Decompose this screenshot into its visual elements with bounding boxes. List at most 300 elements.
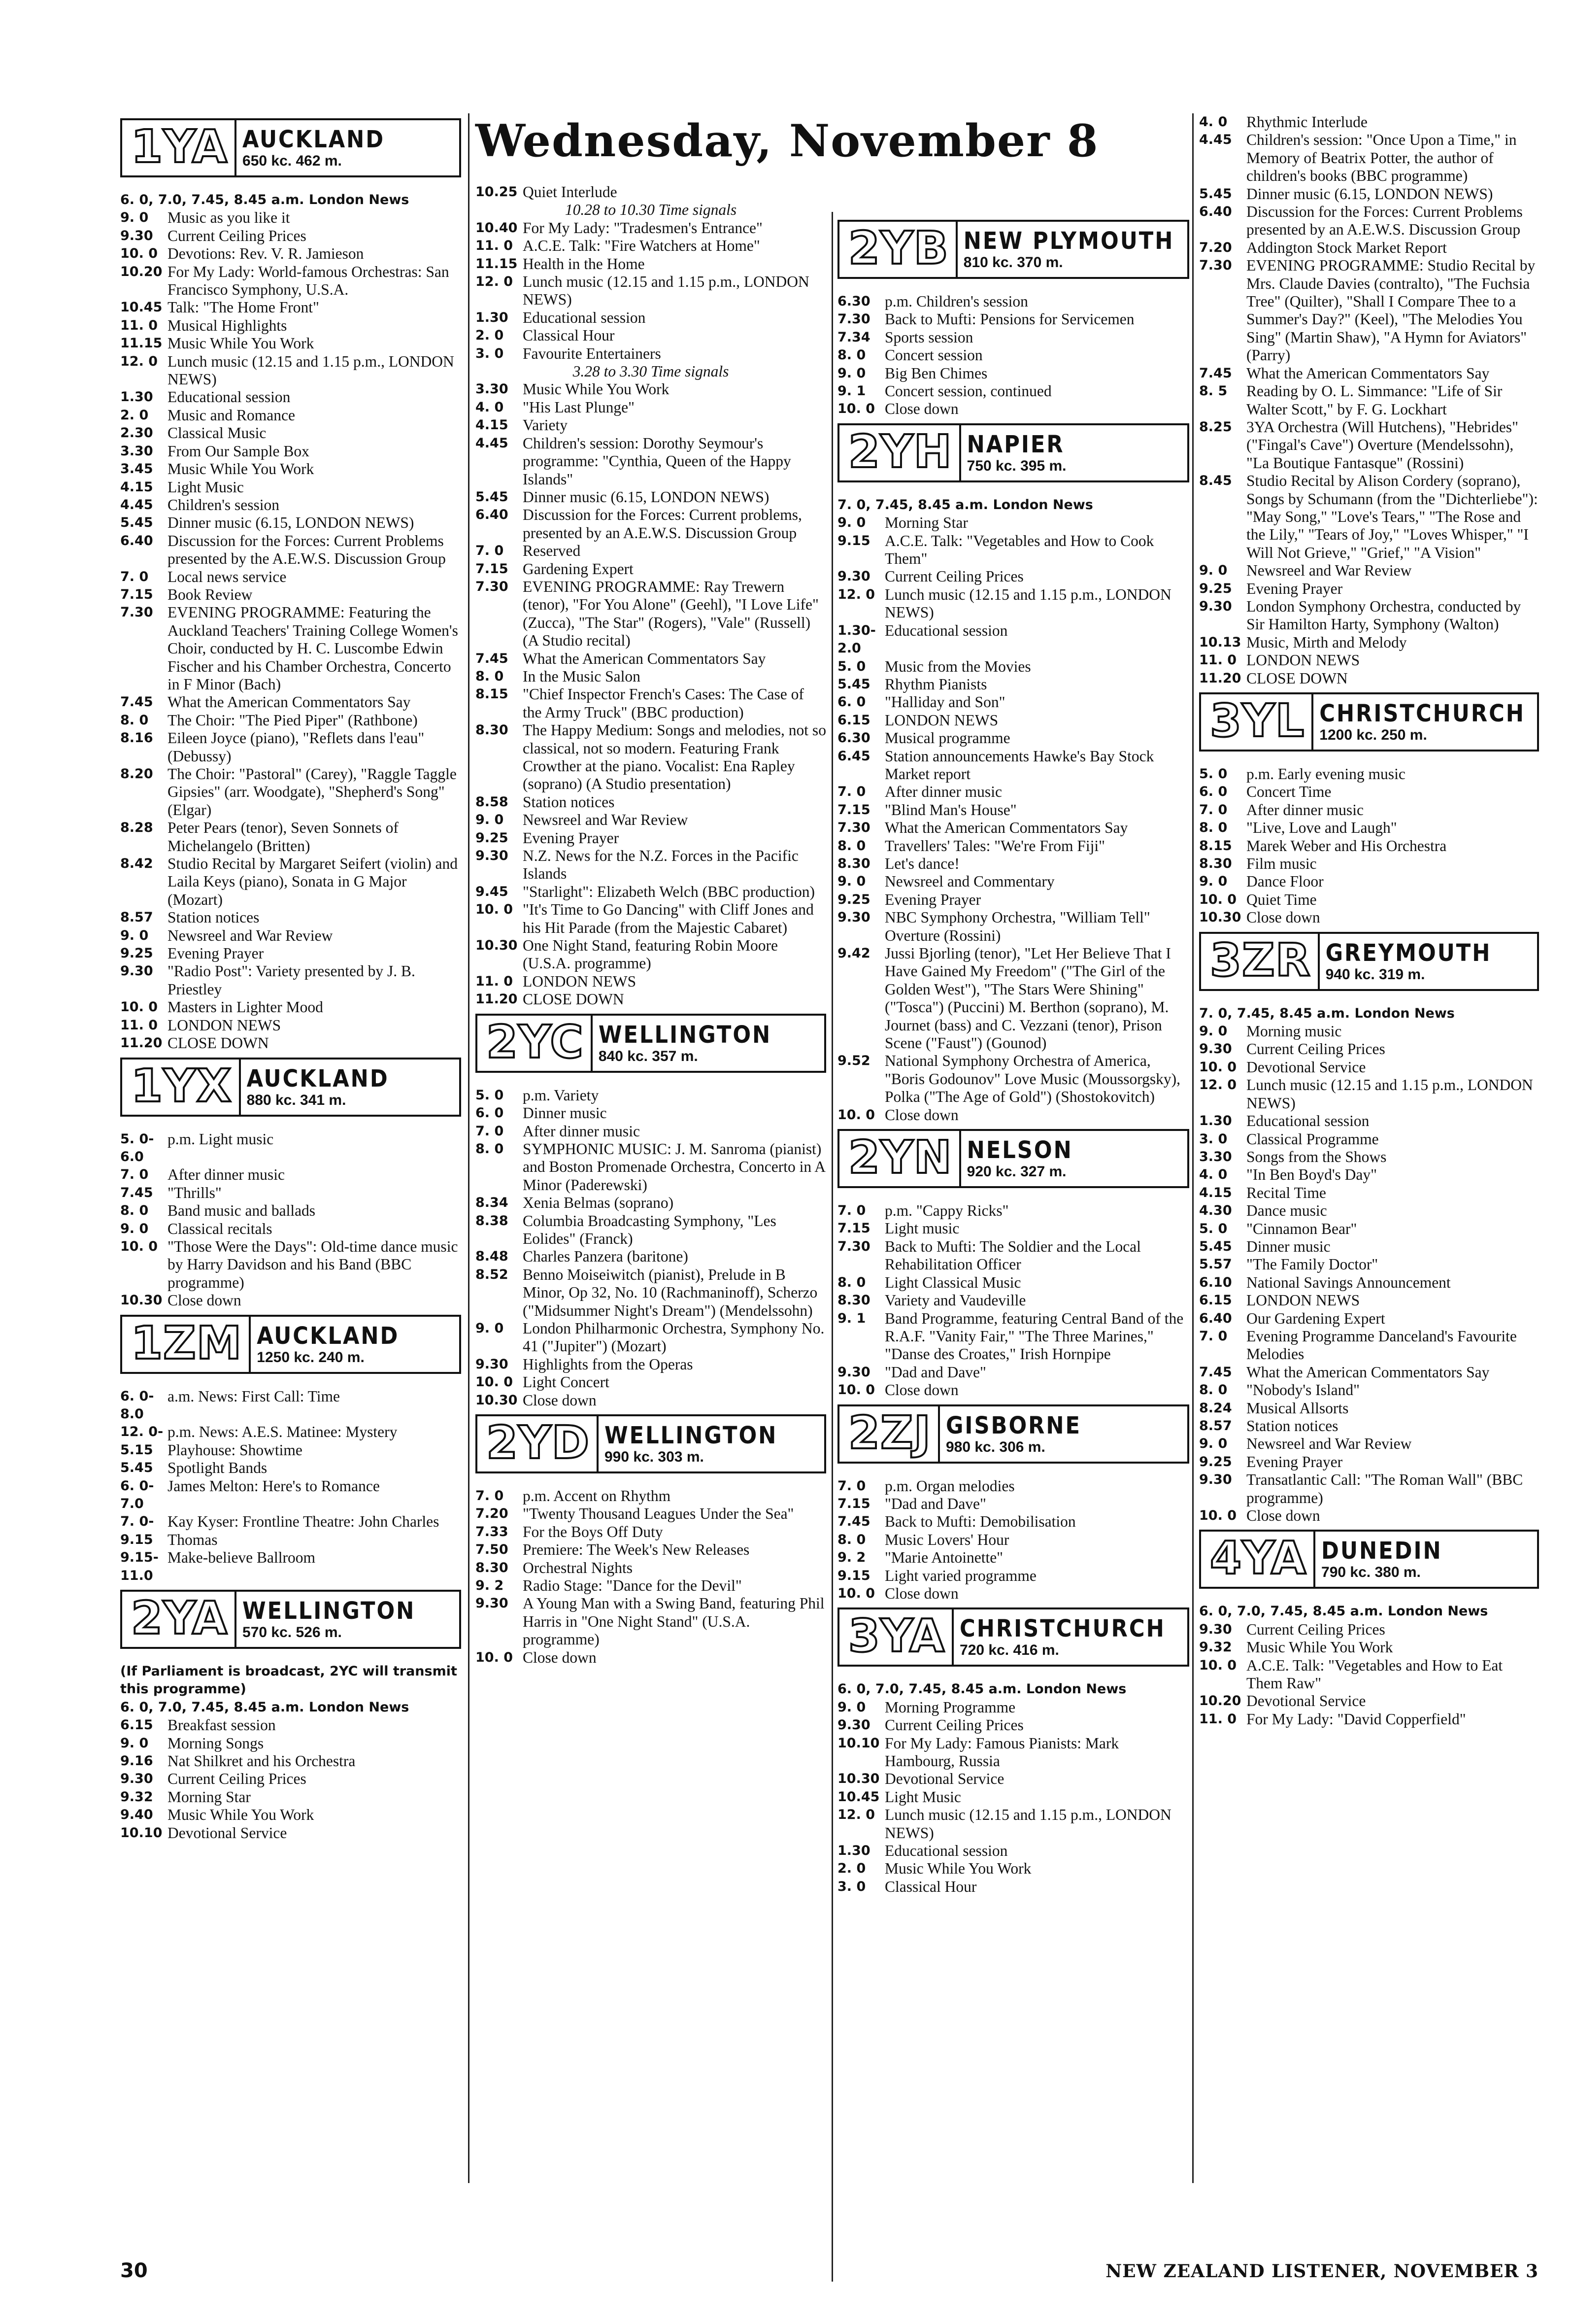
programme-entry	[837, 1549, 1189, 1567]
entry-description: "Blind Man's House"	[885, 801, 1017, 819]
station-header	[837, 423, 1189, 482]
entry-time: 12. 0	[837, 586, 875, 602]
programme-entry	[1199, 1400, 1539, 1417]
entry-description: Morning Programme	[885, 1698, 1016, 1716]
entry-time: 1.30	[475, 309, 508, 325]
entry-time: 9. 0	[837, 1699, 866, 1715]
entry-description: Educational session	[523, 308, 646, 326]
programme-entry	[1199, 185, 1539, 203]
entry-description: EVENING PROGRAMME: Featuring the Auckland Teachers' Training College Women's Choir, conducted by H. C. Luscombe Edwin Fischer and his Chamber Orchestra, Concerto in F Minor (Bach)	[167, 604, 458, 693]
station-header	[120, 118, 461, 177]
entry-description: a.m. News: First Call: Time	[167, 1387, 340, 1405]
entry-description: "The Family Doctor"	[1246, 1256, 1378, 1273]
entry-description: Music as you like it	[167, 209, 290, 227]
entry-time: 7.45	[1199, 1364, 1232, 1380]
programme-entry	[1199, 1112, 1539, 1130]
entry-time: 7. 0	[837, 1478, 866, 1494]
programme-entry	[1199, 765, 1539, 783]
station-frequency: 810 kc. 370 m.	[963, 254, 1063, 271]
station-frequency: 750 kc. 395 m.	[967, 457, 1067, 474]
programme-entry	[1199, 131, 1539, 185]
entry-time: 8.30	[837, 1293, 870, 1308]
entry-time: 8.15	[475, 686, 508, 702]
programme-column-1	[120, 113, 461, 1842]
programme-entry	[120, 1130, 461, 1166]
programme-entry	[120, 1459, 461, 1477]
programme-entry	[475, 578, 826, 650]
station-frequency: 920 kc. 327 m.	[967, 1163, 1067, 1180]
entry-description: Concert session, continued	[885, 382, 1052, 400]
programme-entry	[475, 542, 826, 560]
entry-time: 10. 0	[475, 1649, 513, 1665]
entry-description: Dance Floor	[1246, 873, 1324, 890]
entry-time: 5.45	[837, 676, 870, 692]
entry-time: 7.15	[837, 1221, 870, 1236]
programme-entry	[837, 1716, 1189, 1734]
entry-time: 9.30	[1199, 1621, 1232, 1637]
programme-entry	[1199, 1130, 1539, 1148]
programme-entry	[837, 1585, 1189, 1603]
entry-description: Addington Stock Market Report	[1246, 239, 1447, 256]
programme-entry	[837, 1531, 1189, 1549]
entry-description: A.C.E. Talk: "Vegetables and How to Cook Them"	[885, 532, 1154, 568]
station-callsign: 3YL	[1201, 694, 1313, 750]
programme-entry	[837, 310, 1189, 328]
entry-time: 7.45	[120, 1185, 153, 1200]
programme-entry	[837, 1106, 1189, 1124]
station-city: NEW PLYMOUTH	[963, 227, 1174, 255]
station-info	[593, 1016, 824, 1071]
programme-entry	[837, 819, 1189, 837]
programme-entry	[475, 560, 826, 578]
programme-entry	[475, 1649, 826, 1667]
entry-time: 11.20	[120, 1035, 163, 1051]
station-callsign: 2YN	[839, 1131, 961, 1186]
entry-time: 11. 0	[1199, 1711, 1237, 1727]
schedule-note: 7. 0, 7.45, 8.45 a.m. London News	[837, 497, 1093, 513]
programme-column-3	[837, 215, 1189, 1896]
entry-time: 8.58	[475, 794, 508, 810]
entry-time: 8. 0	[1199, 1382, 1228, 1398]
programme-entry	[120, 496, 461, 514]
programme-entry	[120, 909, 461, 926]
entry-time: 10.45	[837, 1789, 880, 1805]
programme-entry	[837, 783, 1189, 801]
entry-description: National Savings Announcement	[1246, 1273, 1451, 1291]
entry-time: 12. 0	[120, 353, 158, 369]
programme-entry	[1199, 1657, 1539, 1693]
entry-time: 6.30	[837, 294, 870, 309]
entry-description: p.m. "Cappy Ricks"	[885, 1202, 1009, 1220]
station-city: WELLINGTON	[598, 1021, 772, 1049]
entry-time: 6.30	[837, 730, 870, 746]
entry-description: "Starlight": Elizabeth Welch (BBC production)	[523, 883, 815, 900]
programme-entry	[120, 1770, 461, 1788]
programme-entry	[837, 712, 1189, 729]
programme-entry	[1199, 1328, 1539, 1364]
station-info	[1315, 1532, 1537, 1587]
programme-entry	[475, 345, 826, 363]
programme-entry	[837, 1567, 1189, 1585]
entry-time: 2. 0	[475, 328, 504, 343]
entry-time: 9. 2	[837, 1550, 866, 1566]
programme-entry	[837, 346, 1189, 364]
entry-time: 9.15	[837, 533, 870, 548]
entry-description: Evening Prayer	[523, 829, 619, 847]
entry-time: 8.57	[120, 910, 153, 925]
entry-time: 7.45	[837, 1514, 870, 1530]
programme-entry	[475, 721, 826, 793]
entry-time: 6.15	[1199, 1293, 1232, 1308]
entry-time: 6. 0	[475, 1105, 504, 1121]
entry-description: CLOSE DOWN	[523, 991, 624, 1008]
entry-description: Evening Prayer	[1246, 1453, 1343, 1470]
station-frequency: 990 kc. 303 m.	[604, 1449, 704, 1465]
entry-time: 7.45	[1199, 365, 1232, 381]
programme-entry	[837, 1310, 1189, 1364]
entry-description: Current Ceiling Prices	[885, 1716, 1024, 1734]
entry-time: 9.32	[120, 1789, 153, 1805]
station-frequency: 1250 kc. 240 m.	[257, 1349, 365, 1366]
programme-entry	[120, 855, 461, 909]
entry-time: 7.15	[837, 802, 870, 818]
entry-time: 6. 0-8.0	[120, 1388, 154, 1422]
entry-time: 9.30	[120, 228, 153, 243]
programme-entry	[120, 1166, 461, 1184]
entry-description: Music from the Movies	[885, 657, 1031, 675]
station-city: AUCKLAND	[242, 126, 385, 153]
station-city: CHRISTCHURCH	[960, 1615, 1166, 1643]
entry-time: 10. 0	[475, 1374, 513, 1390]
entry-time: 9.30	[837, 910, 870, 925]
entry-time: 8.38	[475, 1213, 508, 1229]
entry-time: 11. 0	[120, 1017, 158, 1033]
programme-entry	[475, 1123, 826, 1140]
station-info	[958, 222, 1187, 277]
entry-time: 7.30	[475, 579, 508, 594]
entry-time: 5. 0	[1199, 1221, 1228, 1236]
entry-description: p.m. Early evening music	[1246, 765, 1406, 783]
programme-entry	[1199, 819, 1539, 837]
entry-description: Music Lovers' Hour	[885, 1531, 1009, 1548]
programme-entry	[1199, 1023, 1539, 1040]
programme-entry	[475, 380, 826, 398]
entry-time: 12. 0	[1199, 1077, 1237, 1093]
programme-entry	[475, 883, 826, 901]
entry-description: Devotional Service	[885, 1770, 1004, 1788]
entry-description: After dinner music	[167, 1166, 285, 1184]
time-signal-note: 3.28 to 3.30 Time signals	[572, 363, 729, 380]
programme-entry	[120, 317, 461, 335]
programme-entry	[475, 1320, 826, 1356]
entry-time: 3. 0	[475, 345, 504, 361]
programme-entry	[475, 1104, 826, 1122]
entry-description: Newsreel and War Review	[1246, 562, 1412, 580]
entry-time: 1.30	[1199, 1113, 1232, 1129]
station-callsign: 2YH	[839, 425, 961, 480]
programme-entry	[120, 765, 461, 819]
programme-entry	[837, 1238, 1189, 1274]
entry-description: Newsreel and War Review	[523, 811, 688, 829]
programme-entry	[120, 1549, 461, 1585]
entry-description: "Dad and Dave"	[885, 1495, 986, 1512]
station-header	[837, 1607, 1189, 1667]
entry-time: 7.15	[837, 1496, 870, 1511]
entry-time: 3.30	[475, 381, 508, 397]
entry-time: 6.45	[837, 748, 870, 764]
entry-time: 9. 0	[1199, 563, 1228, 579]
programme-entry	[837, 400, 1189, 418]
entry-time: 8.48	[475, 1249, 508, 1265]
entry-description: What the American Commentators Say	[1246, 364, 1490, 382]
station-frequency: 650 kc. 462 m.	[242, 153, 342, 169]
entry-description: "It's Time to Go Dancing" with Cliff Jones and his Hit Parade (from the Majestic Cabaret)	[523, 901, 814, 936]
station-callsign: 3ZR	[1201, 934, 1320, 989]
entry-description: Music, Mirth and Melody	[1246, 633, 1407, 651]
entry-time: 7. 0	[120, 569, 149, 584]
entry-time: 7.20	[475, 1506, 508, 1522]
entry-description: Lunch music (12.15 and 1.15 p.m., LONDON NEWS)	[885, 1806, 1171, 1842]
entry-time: 7. 0	[837, 1203, 866, 1219]
programme-entry	[1199, 1256, 1539, 1273]
entry-description: "Twenty Thousand Leagues Under the Sea"	[523, 1505, 794, 1523]
programme-entry	[837, 693, 1189, 711]
entry-time: 7.45	[475, 650, 508, 666]
station-info	[599, 1416, 824, 1471]
programme-entry	[120, 1202, 461, 1220]
entry-description: p.m. Light music	[167, 1130, 274, 1148]
entry-time: 8.52	[475, 1266, 508, 1282]
programme-entry	[120, 1238, 461, 1292]
entry-description: Breakfast session	[167, 1716, 276, 1734]
programme-entry	[1199, 855, 1539, 873]
entry-time: 9. 0	[837, 515, 866, 531]
station-header	[837, 220, 1189, 279]
entry-description: Songs from the Shows	[1246, 1148, 1387, 1165]
programme-entry	[475, 1356, 826, 1373]
entry-description: Morning Star	[885, 514, 968, 532]
entry-time: 8.34	[475, 1195, 508, 1211]
column-rule	[832, 212, 833, 2282]
entry-time: 8. 0	[837, 1532, 866, 1547]
entry-description: Current Ceiling Prices	[1246, 1040, 1385, 1058]
entry-description: "Nobody's Island"	[1246, 1381, 1360, 1399]
entry-time: 5.57	[1199, 1257, 1232, 1272]
station-header	[120, 1315, 461, 1374]
entry-description: Light music	[885, 1220, 960, 1237]
entry-time: 4.45	[1199, 132, 1232, 148]
entry-time: 5.45	[120, 515, 153, 531]
programme-entry	[837, 1806, 1189, 1842]
entry-description: Current Ceiling Prices	[885, 568, 1024, 585]
programme-entry	[837, 748, 1189, 784]
entry-description: Lunch music (12.15 and 1.15 p.m., LONDON NEWS)	[167, 352, 454, 388]
entry-time: 8.16	[120, 730, 153, 746]
programme-entry	[1199, 891, 1539, 909]
programme-entry	[1199, 1381, 1539, 1399]
programme-column-4	[1199, 113, 1539, 1728]
programme-entry	[837, 729, 1189, 747]
entry-description: Children's session: Dorothy Seymour's programme: "Cynthia, Queen of the Happy Islands"	[523, 434, 791, 488]
entry-time: 6.40	[1199, 1310, 1232, 1326]
entry-description: Book Review	[167, 585, 253, 603]
entry-time: 6. 0-7.0	[120, 1478, 154, 1511]
entry-description: Orchestral Nights	[523, 1559, 633, 1576]
programme-entry	[475, 309, 826, 327]
entry-description: A.C.E. Talk: "Vegetables and How to Eat Them Raw"	[1246, 1656, 1503, 1692]
entry-description: Station notices	[167, 909, 260, 926]
entry-description: Close down	[885, 400, 959, 418]
entry-time: 10.30	[475, 938, 518, 954]
entry-time: 10.30	[1199, 910, 1241, 925]
entry-time: 11.20	[475, 991, 518, 1007]
entry-description: LONDON NEWS	[167, 1016, 281, 1034]
programme-entry	[120, 998, 461, 1016]
programme-entry	[120, 1292, 461, 1309]
entry-time: 8. 0	[120, 712, 149, 728]
entry-time: 9.25	[1199, 1454, 1232, 1470]
entry-time: 7. 0	[475, 1123, 504, 1139]
entry-description: Station notices	[523, 793, 615, 811]
station-city: NAPIER	[967, 430, 1065, 458]
entry-description: Close down	[523, 1391, 597, 1409]
entry-time: 3. 0	[837, 1879, 866, 1894]
programme-entry	[837, 1770, 1189, 1788]
entry-description: Quiet Interlude	[523, 183, 617, 201]
entry-description: "Thrills"	[167, 1184, 222, 1201]
schedule-note: 6. 0, 7.0, 7.45, 8.45 a.m. London News	[837, 1681, 1127, 1697]
programme-entry	[475, 416, 826, 434]
programme-entry	[1199, 562, 1539, 580]
entry-description: The Happy Medium: Songs and melodies, not so classical, not so modern. Featuring Frank Crowther at the piano. Vocalist: Ena Rapley (soprano) (A Studio presentation)	[523, 721, 826, 793]
entry-description: Back to Mufti: Demobilisation	[885, 1513, 1076, 1531]
entry-time: 7.30	[120, 605, 153, 620]
programme-entry	[120, 388, 461, 406]
entry-description: Variety	[523, 416, 568, 434]
station-callsign: 2ZJ	[839, 1406, 940, 1462]
programme-entry	[120, 1806, 461, 1824]
programme-entry	[1199, 580, 1539, 598]
entry-description: Morning Songs	[167, 1734, 264, 1752]
programme-entry	[837, 873, 1189, 890]
entry-description: Lunch music (12.15 and 1.15 p.m., LONDON NEWS)	[523, 273, 809, 308]
entry-time: 8.30	[475, 1560, 508, 1575]
programme-entry	[837, 329, 1189, 346]
entry-time: 9.25	[475, 830, 508, 846]
entry-description: Back to Mufti: Pensions for Servicemen	[885, 310, 1135, 328]
entry-time: 9.52	[837, 1053, 870, 1069]
entry-time: 9.30	[837, 1364, 870, 1380]
entry-time: 8.15	[1199, 838, 1232, 854]
entry-time: 9. 0	[1199, 874, 1228, 889]
entry-description: Favourite Entertainers	[523, 344, 661, 362]
entry-description: p.m. Accent on Rhythm	[523, 1487, 671, 1504]
entry-description: LONDON NEWS	[523, 972, 636, 990]
entry-description: Educational session	[1246, 1112, 1370, 1130]
programme-entry	[837, 658, 1189, 676]
entry-time: 10. 0	[475, 902, 513, 918]
entry-description: Recital Time	[1246, 1184, 1326, 1201]
entry-description: James Melton: Here's to Romance	[167, 1477, 380, 1495]
entry-time: 9.40	[120, 1807, 153, 1823]
entry-description: Current Ceiling Prices	[1246, 1620, 1385, 1638]
entry-time: 6.40	[475, 507, 508, 523]
entry-description: Dinner music	[523, 1104, 607, 1122]
entry-time: 10.10	[120, 1825, 163, 1841]
entry-description: Film music	[1246, 855, 1317, 873]
page-headline: Wednesday, November 8	[475, 115, 1099, 167]
station-callsign: 2YC	[477, 1016, 593, 1071]
programme-entry	[1199, 113, 1539, 131]
entry-time: 9.25	[120, 946, 153, 961]
entry-time: 8. 0	[837, 1274, 866, 1290]
entry-description: NBC Symphony Orchestra, "William Tell" Overture (Rossini)	[885, 909, 1150, 944]
programme-entry	[837, 568, 1189, 585]
programme-entry	[475, 685, 826, 721]
entry-time: 10. 0	[1199, 891, 1237, 907]
entry-time: 10. 0	[120, 999, 158, 1015]
programme-entry	[120, 1752, 461, 1770]
entry-description: For My Lady: World-famous Orchestras: San Francisco Symphony, U.S.A.	[167, 263, 449, 299]
entry-time: 7.30	[837, 820, 870, 836]
station-header	[1199, 932, 1539, 991]
station-info	[236, 120, 459, 175]
programme-entry	[837, 622, 1189, 658]
entry-description: Back to Mufti: The Soldier and the Local Rehabilitation Officer	[885, 1237, 1141, 1273]
programme-entry	[837, 945, 1189, 1052]
entry-time: 10. 0	[837, 1107, 875, 1123]
programme-entry	[837, 1381, 1189, 1399]
station-info	[940, 1406, 1187, 1462]
entry-time: 8.45	[1199, 473, 1232, 489]
entry-time: 5.45	[120, 1460, 153, 1476]
entry-description: Close down	[167, 1292, 241, 1309]
entry-time: 8.42	[120, 856, 153, 872]
entry-description: Classical recitals	[167, 1220, 272, 1237]
entry-description: The Choir: "Pastoral" (Carey), "Raggle Taggle Gipsies" (arr. Woodgate), "Shepherd's Song" (Elgar)	[167, 765, 457, 819]
programme-entry	[475, 1087, 826, 1104]
programme-entry	[837, 1364, 1189, 1381]
entry-description: N.Z. News for the N.Z. Forces in the Pacific Islands	[523, 847, 799, 883]
entry-time: 7. 0	[475, 1488, 504, 1504]
entry-description: Transatlantic Call: "The Roman Wall" (BBC programme)	[1246, 1471, 1523, 1506]
programme-entry	[1199, 1040, 1539, 1058]
entry-description: Close down	[1246, 1507, 1320, 1525]
entry-description: Concert Time	[1246, 783, 1332, 801]
entry-time: 9. 0	[120, 927, 149, 943]
entry-description: Classical Hour	[523, 327, 615, 344]
entry-description: Local news service	[167, 568, 287, 585]
entry-description: LONDON NEWS	[1246, 651, 1360, 669]
entry-time: 7.15	[475, 561, 508, 577]
entry-time: 6. 0	[1199, 784, 1228, 800]
entry-time: 8. 0	[837, 347, 866, 363]
programme-entry	[837, 1860, 1189, 1878]
programme-entry	[120, 1477, 461, 1513]
entry-time: 10.30	[120, 1293, 163, 1308]
entry-description: Eileen Joyce (piano), "Reflets dans l'eau" (Debussy)	[167, 729, 425, 765]
entry-time: 9. 1	[837, 383, 866, 399]
entry-time: 12. 0	[475, 274, 513, 290]
station-header	[475, 1014, 826, 1073]
station-callsign: 3YA	[839, 1609, 954, 1665]
entry-time: 9.30	[1199, 1041, 1232, 1057]
programme-entry	[837, 891, 1189, 909]
entry-description: Light Music	[167, 478, 244, 496]
entry-time: 7.30	[837, 311, 870, 327]
entry-description: A Young Man with a Swing Band, featuring Phil Harris in "One Night Stand" (U.S.A. programme)	[523, 1595, 825, 1648]
programme-entry	[120, 712, 461, 729]
